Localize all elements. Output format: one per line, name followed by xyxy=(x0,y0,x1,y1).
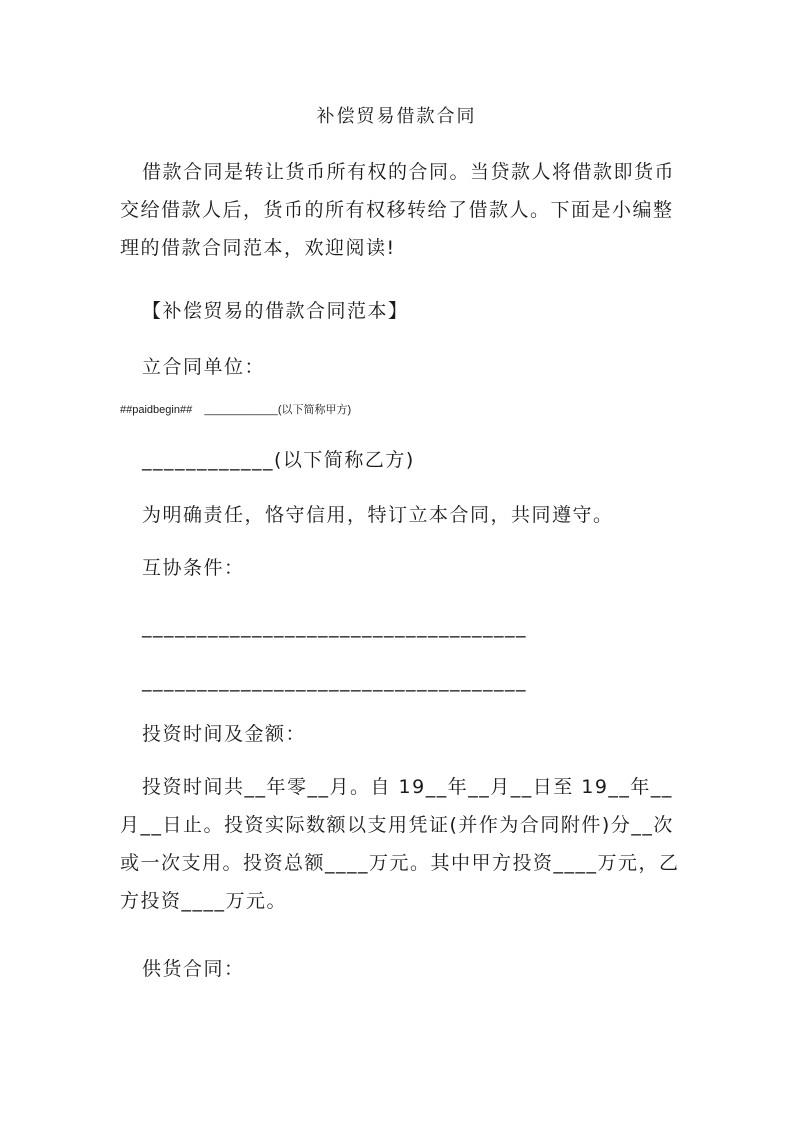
section-heading: 【补偿贸易的借款合同范本】 xyxy=(142,300,409,322)
purpose-paragraph: 为明确责任，恪守信用，特订立本合同，共同遵守。 xyxy=(142,504,614,526)
parties-label: 立合同单位： xyxy=(142,356,266,378)
party-b-line: ____________(以下简称乙方) xyxy=(142,449,415,471)
document-title: 补偿贸易借款合同 xyxy=(316,106,477,127)
blank-line-2: ___________________________________ xyxy=(142,670,527,692)
investment-label: 投资时间及金额： xyxy=(142,723,307,745)
supply-label: 供货合同： xyxy=(142,958,245,980)
intro-paragraph: 借款合同是转让货币所有权的合同。当贷款人将借款即货币交给借款人后，货币的所有权移转给了借款人。下面是小编整理的借款合同范本，欢迎阅读! xyxy=(120,161,676,259)
blank-line-1: ___________________________________ xyxy=(142,616,527,638)
terms-label: 互协条件： xyxy=(142,557,245,579)
investment-paragraph: 投资时间共__年零__月。自 19__年__月__日至 19__年__月__日止。投资实际数额以支用凭证(并作为合同附件)分__次或一次支用。投资总额____万元。其中甲方投资____万元，乙方投资____万元。 xyxy=(120,776,680,912)
party-a-line: ##paidbegin## ____________(以下简称甲方) xyxy=(120,404,352,416)
